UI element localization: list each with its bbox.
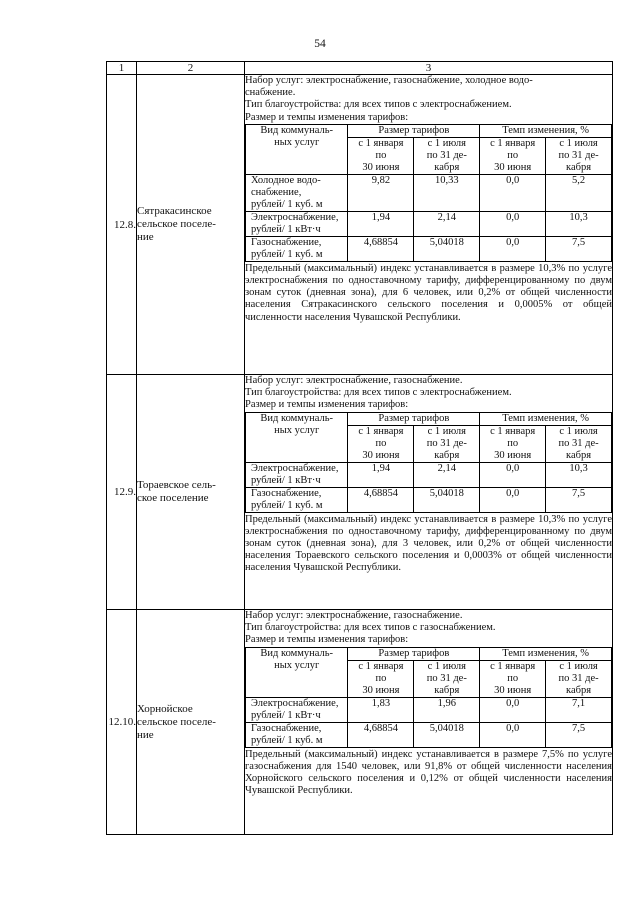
tariffs-subtitle: Размер и темпы изменения тарифов: xyxy=(245,634,409,646)
change-rate-value: 7,5 xyxy=(546,722,612,747)
tariff-value: 4,68854 xyxy=(348,722,414,747)
settlement-content xyxy=(245,375,613,610)
change-rate-value: 0,0 xyxy=(480,722,546,747)
change-rate-value: 0,0 xyxy=(480,462,546,487)
max-index-note: Предельный (максимальный) индекс устанавливается в размере 10,3% по услуге электроснабжения по одноставочному тарифу, дифференцированному по двум зонам суток (дневная зона), для 6 человек, или 0,2% от общей численности населения Сятракасинского сельского поселения и 0,0005% от общей численности населения Чувашской Республики. xyxy=(245,262,612,323)
change-rate-header: Темп изменения, % xyxy=(480,412,612,425)
tariff-size-header: Размер тарифов xyxy=(348,124,480,137)
change-rate-value: 7,5 xyxy=(546,487,612,512)
period-header: с 1 января по 30 июня xyxy=(348,137,414,174)
change-rate-value: 0,0 xyxy=(480,487,546,512)
tariff-size-header: Размер тарифов xyxy=(348,647,480,660)
service-name: Газоснабжение, рублей/ 1 куб. м xyxy=(246,722,348,747)
tariffs-subtitle: Размер и темпы изменения тарифов: xyxy=(245,399,409,411)
tariff-value: 10,33 xyxy=(414,174,480,211)
tariff-row xyxy=(246,487,612,512)
service-type-header: Вид коммуналь- ных услуг xyxy=(246,412,348,462)
tariff-value: 4,68854 xyxy=(348,487,414,512)
service-type-header: Вид коммуналь- ных услуг xyxy=(246,124,348,174)
tariff-value: 1,83 xyxy=(348,697,414,722)
max-index-note: Предельный (максимальный) индекс устанавливается в размере 7,5% по услуге газоснабжения для 1540 человек, или 91,8% от общей численности населения Хорнойского сельского поселения и 0,12% от общей численности населения Чувашской Республики. xyxy=(245,748,612,797)
change-rate-value: 10,3 xyxy=(546,462,612,487)
row-number: 12.8. xyxy=(107,75,137,375)
tariff-table xyxy=(106,61,613,835)
tariff-value: 9,82 xyxy=(348,174,414,211)
services-set-text: снабжение. xyxy=(245,87,296,99)
tariff-row xyxy=(246,722,612,747)
tariff-value: 2,14 xyxy=(414,211,480,236)
tariff-size-header: Размер тарифов xyxy=(348,412,480,425)
change-rate-value: 5,2 xyxy=(546,174,612,211)
subtable-header-row xyxy=(246,124,612,137)
settlement-name: Хорнойское сельское поселе- ние xyxy=(137,610,245,835)
settlement-row xyxy=(107,75,613,375)
subtable-header-row xyxy=(246,647,612,660)
tariff-value: 1,94 xyxy=(348,462,414,487)
change-rate-value: 0,0 xyxy=(480,211,546,236)
change-rate-header: Темп изменения, % xyxy=(480,124,612,137)
period-header: с 1 июля по 31 де- кабря xyxy=(546,137,612,174)
tariff-subtable xyxy=(245,647,612,748)
row-number: 12.9. xyxy=(107,375,137,610)
period-header: с 1 июля по 31 де- кабря xyxy=(414,137,480,174)
tariff-row xyxy=(246,697,612,722)
settlement-content xyxy=(245,75,613,375)
settlement-row xyxy=(107,610,613,835)
period-header: с 1 июля по 31 де- кабря xyxy=(546,660,612,697)
tariff-row xyxy=(246,211,612,236)
service-name: Электроснабжение, рублей/ 1 кВт·ч xyxy=(246,697,348,722)
tariffs-subtitle: Размер и темпы изменения тарифов: xyxy=(245,111,409,123)
settlement-row xyxy=(107,375,613,610)
column-1-header: 1 xyxy=(107,62,137,75)
period-header: с 1 января по 30 июня xyxy=(348,425,414,462)
tariff-row xyxy=(246,462,612,487)
subtable-header-row xyxy=(246,412,612,425)
change-rate-value: 0,0 xyxy=(480,174,546,211)
column-2-header: 2 xyxy=(137,62,245,75)
tariff-value: 1,94 xyxy=(348,211,414,236)
settlement-content xyxy=(245,610,613,835)
service-name: Газоснабжение, рублей/ 1 куб. м xyxy=(246,487,348,512)
max-index-note: Предельный (максимальный) индекс устанавливается в размере 10,3% по услуге электроснабжения по одноставочному тарифу, дифференцированному по двум зонам суток (дневная зона), для 3 человек, или 0,2% от общей численности населения Тораевского сельского поселения и 0,0003% от общей численности населения Чувашской Республики. xyxy=(245,513,612,574)
service-name: Электроснабжение, рублей/ 1 кВт·ч xyxy=(246,211,348,236)
tariff-row xyxy=(246,236,612,261)
tariff-subtable xyxy=(245,124,612,262)
period-header: с 1 января по 30 июня xyxy=(348,660,414,697)
amenity-type-text: Тип благоустройства: для всех типов с электроснабжением. xyxy=(245,99,512,111)
amenity-type-text: Тип благоустройства: для всех типов с газоснабжением. xyxy=(245,622,496,634)
page-number: 54 xyxy=(314,38,326,50)
period-header: с 1 января по 30 июня xyxy=(480,137,546,174)
tariff-value: 5,04018 xyxy=(414,236,480,261)
service-type-header: Вид коммуналь- ных услуг xyxy=(246,647,348,697)
period-header: с 1 января по 30 июня xyxy=(480,425,546,462)
services-set-text: Набор услуг: электроснабжение, газоснабжение. xyxy=(245,375,463,386)
period-header: с 1 января по 30 июня xyxy=(480,660,546,697)
change-rate-value: 7,1 xyxy=(546,697,612,722)
tariff-value: 4,68854 xyxy=(348,236,414,261)
period-header: с 1 июля по 31 де- кабря xyxy=(414,425,480,462)
column-3-header: 3 xyxy=(245,62,613,75)
settlement-name: Сятракасинское сельское поселе- ние xyxy=(137,75,245,375)
change-rate-value: 7,5 xyxy=(546,236,612,261)
tariff-subtable xyxy=(245,412,612,513)
period-header: с 1 июля по 31 де- кабря xyxy=(414,660,480,697)
tariff-value: 1,96 xyxy=(414,697,480,722)
tariff-row xyxy=(246,174,612,211)
tariff-value: 2,14 xyxy=(414,462,480,487)
services-set-text: Набор услуг: электроснабжение, газоснабжение, холодное водо- xyxy=(245,75,533,86)
service-name: Холодное водо- снабжение, рублей/ 1 куб. м xyxy=(246,174,348,211)
change-rate-value: 0,0 xyxy=(480,697,546,722)
change-rate-value: 0,0 xyxy=(480,236,546,261)
tariff-value: 5,04018 xyxy=(414,722,480,747)
period-header: с 1 июля по 31 де- кабря xyxy=(546,425,612,462)
change-rate-header: Темп изменения, % xyxy=(480,647,612,660)
service-name: Электроснабжение, рублей/ 1 кВт·ч xyxy=(246,462,348,487)
settlement-name: Тораевское сель- ское поселение xyxy=(137,375,245,610)
change-rate-value: 10,3 xyxy=(546,211,612,236)
column-number-row xyxy=(107,62,613,75)
row-number: 12.10. xyxy=(107,610,137,835)
tariff-value: 5,04018 xyxy=(414,487,480,512)
services-set-text: Набор услуг: электроснабжение, газоснабжение. xyxy=(245,610,463,621)
service-name: Газоснабжение, рублей/ 1 куб. м xyxy=(246,236,348,261)
amenity-type-text: Тип благоустройства: для всех типов с электроснабжением. xyxy=(245,387,512,399)
